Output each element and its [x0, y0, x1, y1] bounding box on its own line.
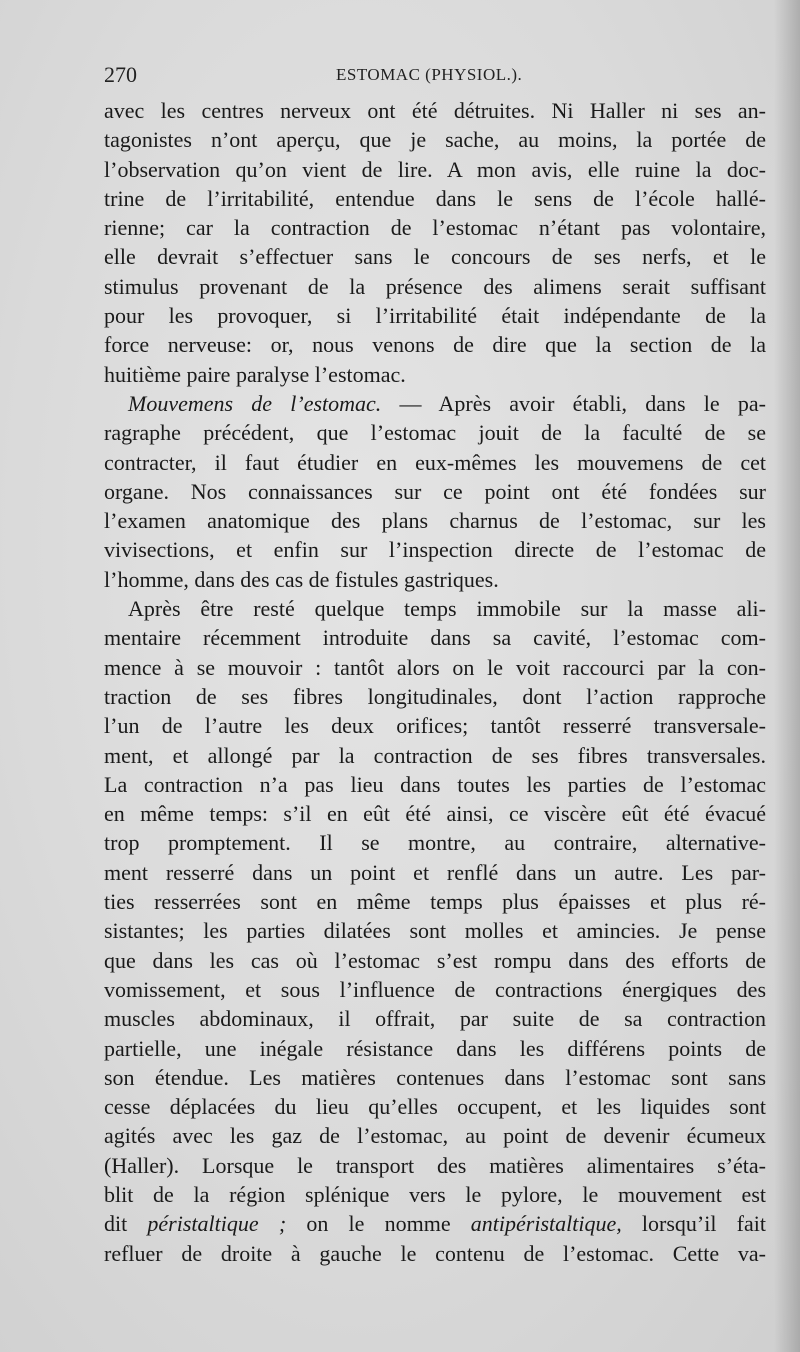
text-line — [104, 1034, 766, 1063]
text-line — [104, 858, 766, 887]
line-text: refluer de droite à gauche le contenu de l’estomac. Cette va- — [104, 1240, 766, 1266]
text-line — [104, 477, 766, 506]
text-line — [104, 682, 766, 711]
text-line — [104, 301, 766, 330]
text-line — [104, 1004, 766, 1033]
line-text: l’un de l’autre les deux orifices; tantôt resserré transversale- — [104, 713, 766, 739]
text-line — [104, 96, 766, 125]
line-text: vomissement, et sous l’influence de contractions énergiques des — [104, 976, 766, 1002]
line-text: l’homme, dans des cas de fistules gastriques. — [104, 566, 499, 592]
line-text: cesse déplacées du lieu qu’elles occupent, et les liquides sont — [104, 1094, 766, 1120]
page-header — [104, 62, 766, 90]
text-line — [104, 916, 766, 945]
text-line — [104, 565, 766, 594]
text-line — [104, 184, 766, 213]
line-text: blit de la région splénique vers le pylore, le mouvement est — [104, 1181, 766, 1207]
line-text: mentaire récemment introduite dans sa cavité, l’estomac com- — [104, 625, 766, 651]
line-text: ties resserrées sont en même temps plus épaisses et plus ré- — [104, 889, 766, 915]
line-text: ragraphe précédent, que l’estomac jouit de la faculté de se — [104, 420, 766, 446]
text-line — [104, 887, 766, 916]
text-line — [104, 975, 766, 1004]
line-text: son étendue. Les matières contenues dans l’estomac sont sans — [104, 1064, 766, 1090]
line-text: La contraction n’a pas lieu dans toutes les parties de l’estomac — [104, 771, 766, 797]
text-line — [104, 125, 766, 154]
line-text: traction de ses fibres longitudinales, dont l’action rapproche — [104, 683, 766, 709]
line-text: trop promptement. Il se montre, au contraire, alternative- — [104, 830, 766, 856]
line-text: contracter, il faut étudier en eux-mêmes les mouvemens de cet — [104, 449, 766, 475]
line-text: Après être resté quelque temps immobile sur la masse ali- — [128, 596, 766, 622]
text-line — [104, 711, 766, 740]
line-text: pour les provoquer, si l’irritabilité était indépendante de la — [104, 303, 766, 329]
body-text — [104, 96, 766, 1268]
text-line — [104, 272, 766, 301]
line-text: l’examen anatomique des plans charnus de l’estomac, sur les — [104, 508, 766, 534]
italic-text: péristaltique ; — [147, 1211, 287, 1237]
text-line — [104, 828, 766, 857]
text-line — [104, 623, 766, 652]
line-text: vivisections, et enfin sur l’inspection directe de l’estomac de — [104, 537, 766, 563]
line-text: muscles abdominaux, il offrait, par suite de sa contraction — [104, 1006, 766, 1032]
line-text: elle devrait s’effectuer sans le concours de ses nerfs, et le — [104, 244, 766, 270]
text-line — [104, 1121, 766, 1150]
text-line — [104, 799, 766, 828]
italic-text: antipéristaltique, — [470, 1211, 622, 1237]
text-line — [104, 1151, 766, 1180]
text-line — [104, 448, 766, 477]
line-text: — Après avoir établi, dans le pa- — [381, 390, 766, 416]
running-head: ESTOMAC (PHYSIOL.). — [336, 65, 523, 84]
text-line — [104, 535, 766, 564]
line-text: sistantes; les parties dilatées sont molles et amincies. Je pense — [104, 918, 766, 944]
text-line — [104, 330, 766, 359]
line-text: que dans les cas où l’estomac s’est rompu dans des efforts de — [104, 947, 766, 973]
line-text: agités avec les gaz de l’estomac, au point de devenir écumeux — [104, 1123, 766, 1149]
text-line — [104, 1063, 766, 1092]
text-line — [104, 418, 766, 447]
line-text: force nerveuse: or, nous venons de dire que la section de la — [104, 332, 766, 358]
text-line — [104, 1092, 766, 1121]
line-text: rienne; car la contraction de l’estomac n’étant pas volontaire, — [104, 215, 766, 241]
line-text: lorsqu’il fait — [621, 1211, 766, 1237]
text-line — [104, 946, 766, 975]
line-text: trine de l’irritabilité, entendue dans le sens de l’école hallé- — [104, 185, 766, 211]
text-line — [104, 1180, 766, 1209]
line-text: en même temps: s’il en eût été ainsi, ce viscère eût été évacué — [104, 801, 766, 827]
line-text: ment resserré dans un point et renflé dans un autre. Les par- — [104, 859, 766, 885]
line-text: dit — [104, 1211, 148, 1237]
line-text: organe. Nos connaissances sur ce point ont été fondées sur — [104, 478, 766, 504]
line-text: avec les centres nerveux ont été détruites. Ni Haller ni ses an- — [104, 98, 766, 123]
italic-text: Mouvemens de l’estomac. — [128, 390, 382, 416]
line-text: ment, et allongé par la contraction de ses fibres transversales. — [104, 742, 766, 768]
text-line — [104, 1239, 766, 1268]
text-line — [104, 242, 766, 271]
line-text: tagonistes n’ont aperçu, que je sache, au moins, la portée de — [104, 127, 766, 153]
text-line — [104, 506, 766, 535]
text-line — [104, 1209, 766, 1238]
text-line — [104, 741, 766, 770]
text-line — [104, 360, 766, 389]
text-line — [104, 770, 766, 799]
text-line — [104, 213, 766, 242]
line-text: l’observation qu’on vient de lire. A mon avis, elle ruine la doc- — [104, 156, 766, 182]
text-line — [104, 155, 766, 184]
line-text: huitième paire paralyse l’estomac. — [104, 361, 406, 387]
line-text: on le nomme — [286, 1211, 471, 1237]
line-text: stimulus provenant de la présence des alimens serait suffisant — [104, 273, 766, 299]
text-line — [104, 389, 766, 418]
text-line — [104, 594, 766, 623]
line-text: mence à se mouvoir : tantôt alors on le voit raccourci par la con- — [104, 654, 766, 680]
text-line — [104, 653, 766, 682]
line-text: (Haller). Lorsque le transport des matières alimentaires s’éta- — [104, 1152, 766, 1178]
line-text: partielle, une inégale résistance dans les différens points de — [104, 1035, 766, 1061]
page-number: 270 — [104, 62, 137, 87]
